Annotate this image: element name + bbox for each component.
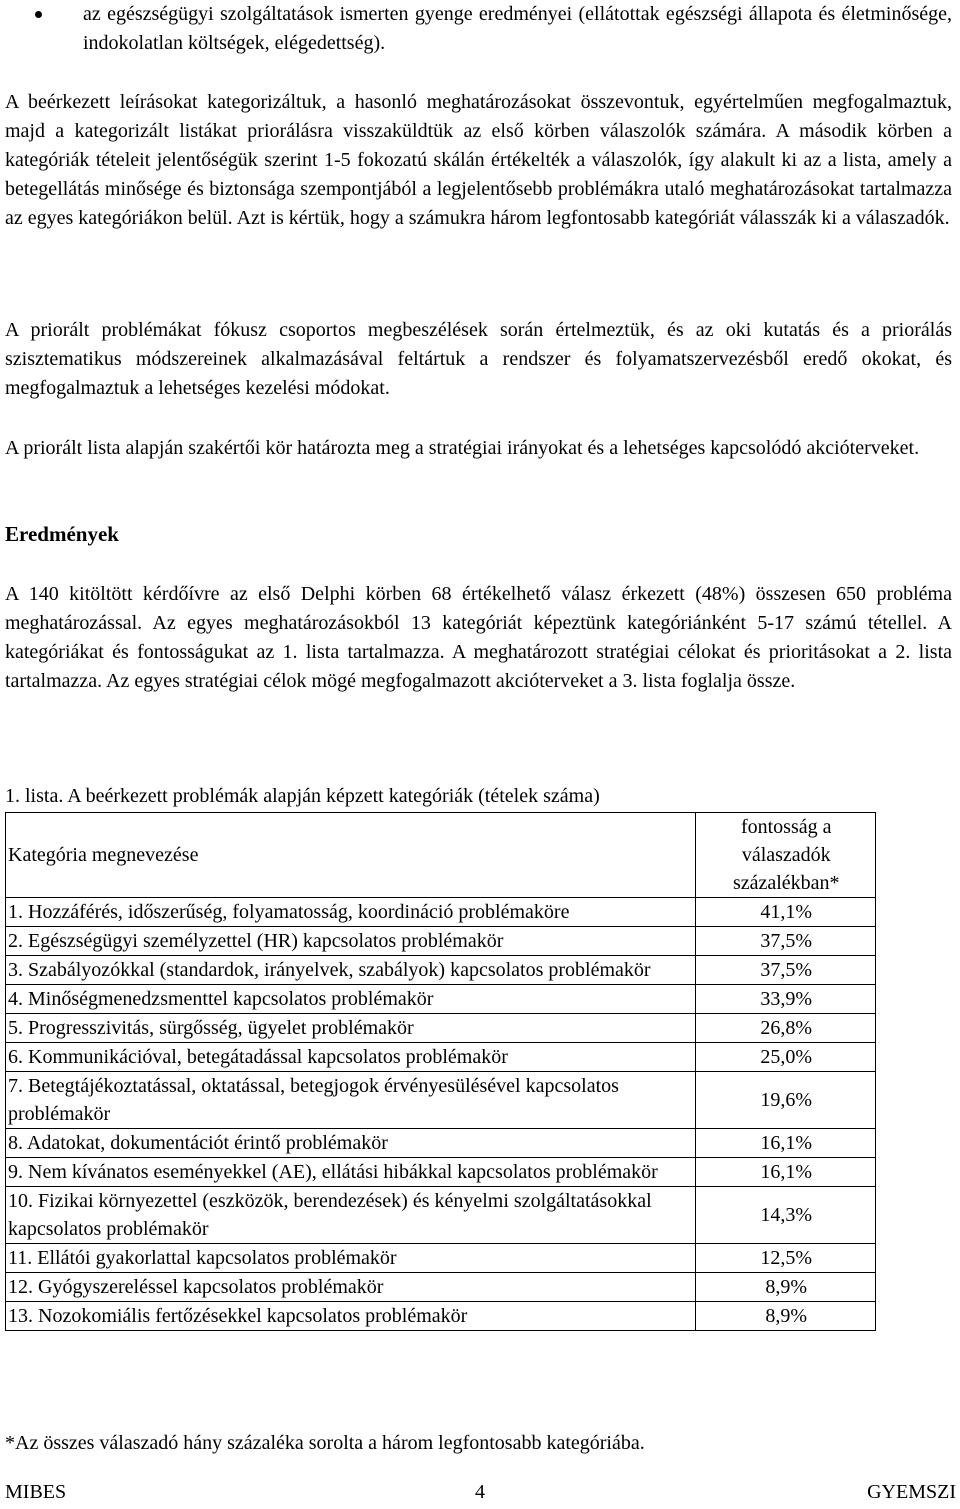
category-percentage: 8,9% [695,1273,876,1302]
table-row [6,1158,876,1187]
table-row [6,985,876,1014]
category-percentage: 37,5% [695,927,876,956]
paragraph-results: A 140 kitöltött kérdőívre az első Delphi körben 68 értékelhető válasz érkezett (48%) összesen 650 probléma meghatározással. Az egyes meghatározásokból 13 kategóriát képeztünk kategóriánként 5-17 számú tétellel. A kategóriákat és fontosságukat az 1. lista tartalmazza. A meghatározott stratégiai célokat és prioritásokat a 2. lista tartalmazza. Az egyes stratégiai célok mögé megfogalmazott akcióterveket a 3. lista foglalja össze. [5,583,952,692]
category-name: 12. Gyógyszereléssel kapcsolatos problémakör [6,1273,696,1302]
table-row [6,1302,876,1331]
column-header-importance-line1: fontosság a válaszadók [740,816,832,866]
category-name: 5. Progresszivitás, sürgősség, ügyelet problémakör [6,1014,696,1043]
category-name: 4. Minőségmenedzsmenttel kapcsolatos problémakör [6,985,696,1014]
category-percentage: 37,5% [695,956,876,985]
category-name: 7. Betegtájékoztatással, oktatással, betegjogok érvényesülésével kapcsolatos problémakör [6,1072,696,1129]
table-footnote: *Az összes válaszadó hány százaléka sorolta a három legfontosabb kategóriába. [5,1432,645,1454]
column-header-importance-line2: százalékban* [732,872,840,894]
category-percentage: 12,5% [695,1244,876,1273]
page-footer [5,1478,956,1507]
bullet-text: az egészségügyi szolgáltatások ismerten gyenge eredményei (ellátottak egészségi állapota és életminősége, indokolatlan költségek, elégedettség). [83,3,952,54]
page-number: 4 [475,1481,485,1503]
table-row [6,1244,876,1273]
category-percentage: 19,6% [695,1072,876,1129]
paragraph-method: A beérkezett leírásokat kategorizáltuk, a hasonló meghatározásokat összevontuk, egyértelműen megfogalmaztuk, majd a kategorizált listákat priorálásra visszaküldtük az első körben válaszolók számára. A második körben a kategóriák tételeit jelentőségük szerint 1-5 fokozatú skálán értékelték a válaszolók, így alakult ki az a lista, amely a betegellátás minősége és biztonsága szempontjából a legjelentősebb problémákra utaló meghatározásokat tartalmazza az egyes kategóriákon belül. Azt is kértük, hogy a számukra három legfontosabb kategóriát válasszák ki a válaszadók. [5,91,952,229]
table-row [6,898,876,927]
table-header-row [6,813,876,898]
paragraph-expert-circle: A priorált lista alapján szakértői kör határozta meg a stratégiai irányokat és a lehetséges kapcsolódó akcióterveket. [5,437,920,459]
category-name: 1. Hozzáférés, időszerűség, folyamatosság, koordináció problémaköre [6,898,696,927]
category-name: 3. Szabályozókkal (standardok, irányelvek, szabályok) kapcsolatos problémakör [6,956,696,985]
table-caption: 1. lista. A beérkezett problémák alapján képzett kategóriák (tételek száma) [5,785,600,807]
category-name: 9. Nem kívánatos eseményekkel (AE), ellátási hibákkal kapcsolatos problémakör [6,1158,696,1187]
paragraph-focus-groups: A priorált problémákat fókusz csoportos megbeszélések során értelmeztük, és az oki kutatás és a priorálás szisztematikus módszereinek alkalmazásával feltártuk a rendszer és folyamatszervezésből eredő okokat, és megfogalmaztuk a lehetséges kezelési módokat. [5,319,952,399]
category-percentage: 16,1% [695,1158,876,1187]
table-row [6,1129,876,1158]
footer-left: MIBES [5,1481,67,1503]
category-name: 11. Ellátói gyakorlattal kapcsolatos problémakör [6,1244,696,1273]
column-header-importance [695,813,876,898]
category-percentage: 8,9% [695,1302,876,1331]
category-percentage: 16,1% [695,1129,876,1158]
table-row [6,1187,876,1244]
table-row [6,1072,876,1129]
category-name: 10. Fizikai környezettel (eszközök, berendezések) és kényelmi szolgáltatásokkal kapcsolatos problémakör [6,1187,696,1244]
bullet-item [5,0,952,58]
table-row [6,956,876,985]
footer-right: GYEMSZI [867,1481,956,1503]
table-row [6,1273,876,1302]
category-percentage: 41,1% [695,898,876,927]
category-name: 6. Kommunikációval, betegátadással kapcsolatos problémakör [6,1043,696,1072]
category-percentage: 14,3% [695,1187,876,1244]
category-percentage: 26,8% [695,1014,876,1043]
table-row [6,1043,876,1072]
category-percentage: 25,0% [695,1043,876,1072]
category-name: 2. Egészségügyi személyzettel (HR) kapcsolatos problémakör [6,927,696,956]
column-header-category: Kategória megnevezése [6,813,696,898]
table-row [6,1014,876,1043]
category-name: 13. Nozokomiális fertőzésekkel kapcsolatos problémakör [6,1302,696,1331]
category-table [5,812,876,1331]
category-name: 8. Adatokat, dokumentációt érintő problémakör [6,1129,696,1158]
category-percentage: 33,9% [695,985,876,1014]
section-heading: Eredmények [5,522,119,546]
table-row [6,927,876,956]
bullet-dot-icon [35,11,42,18]
